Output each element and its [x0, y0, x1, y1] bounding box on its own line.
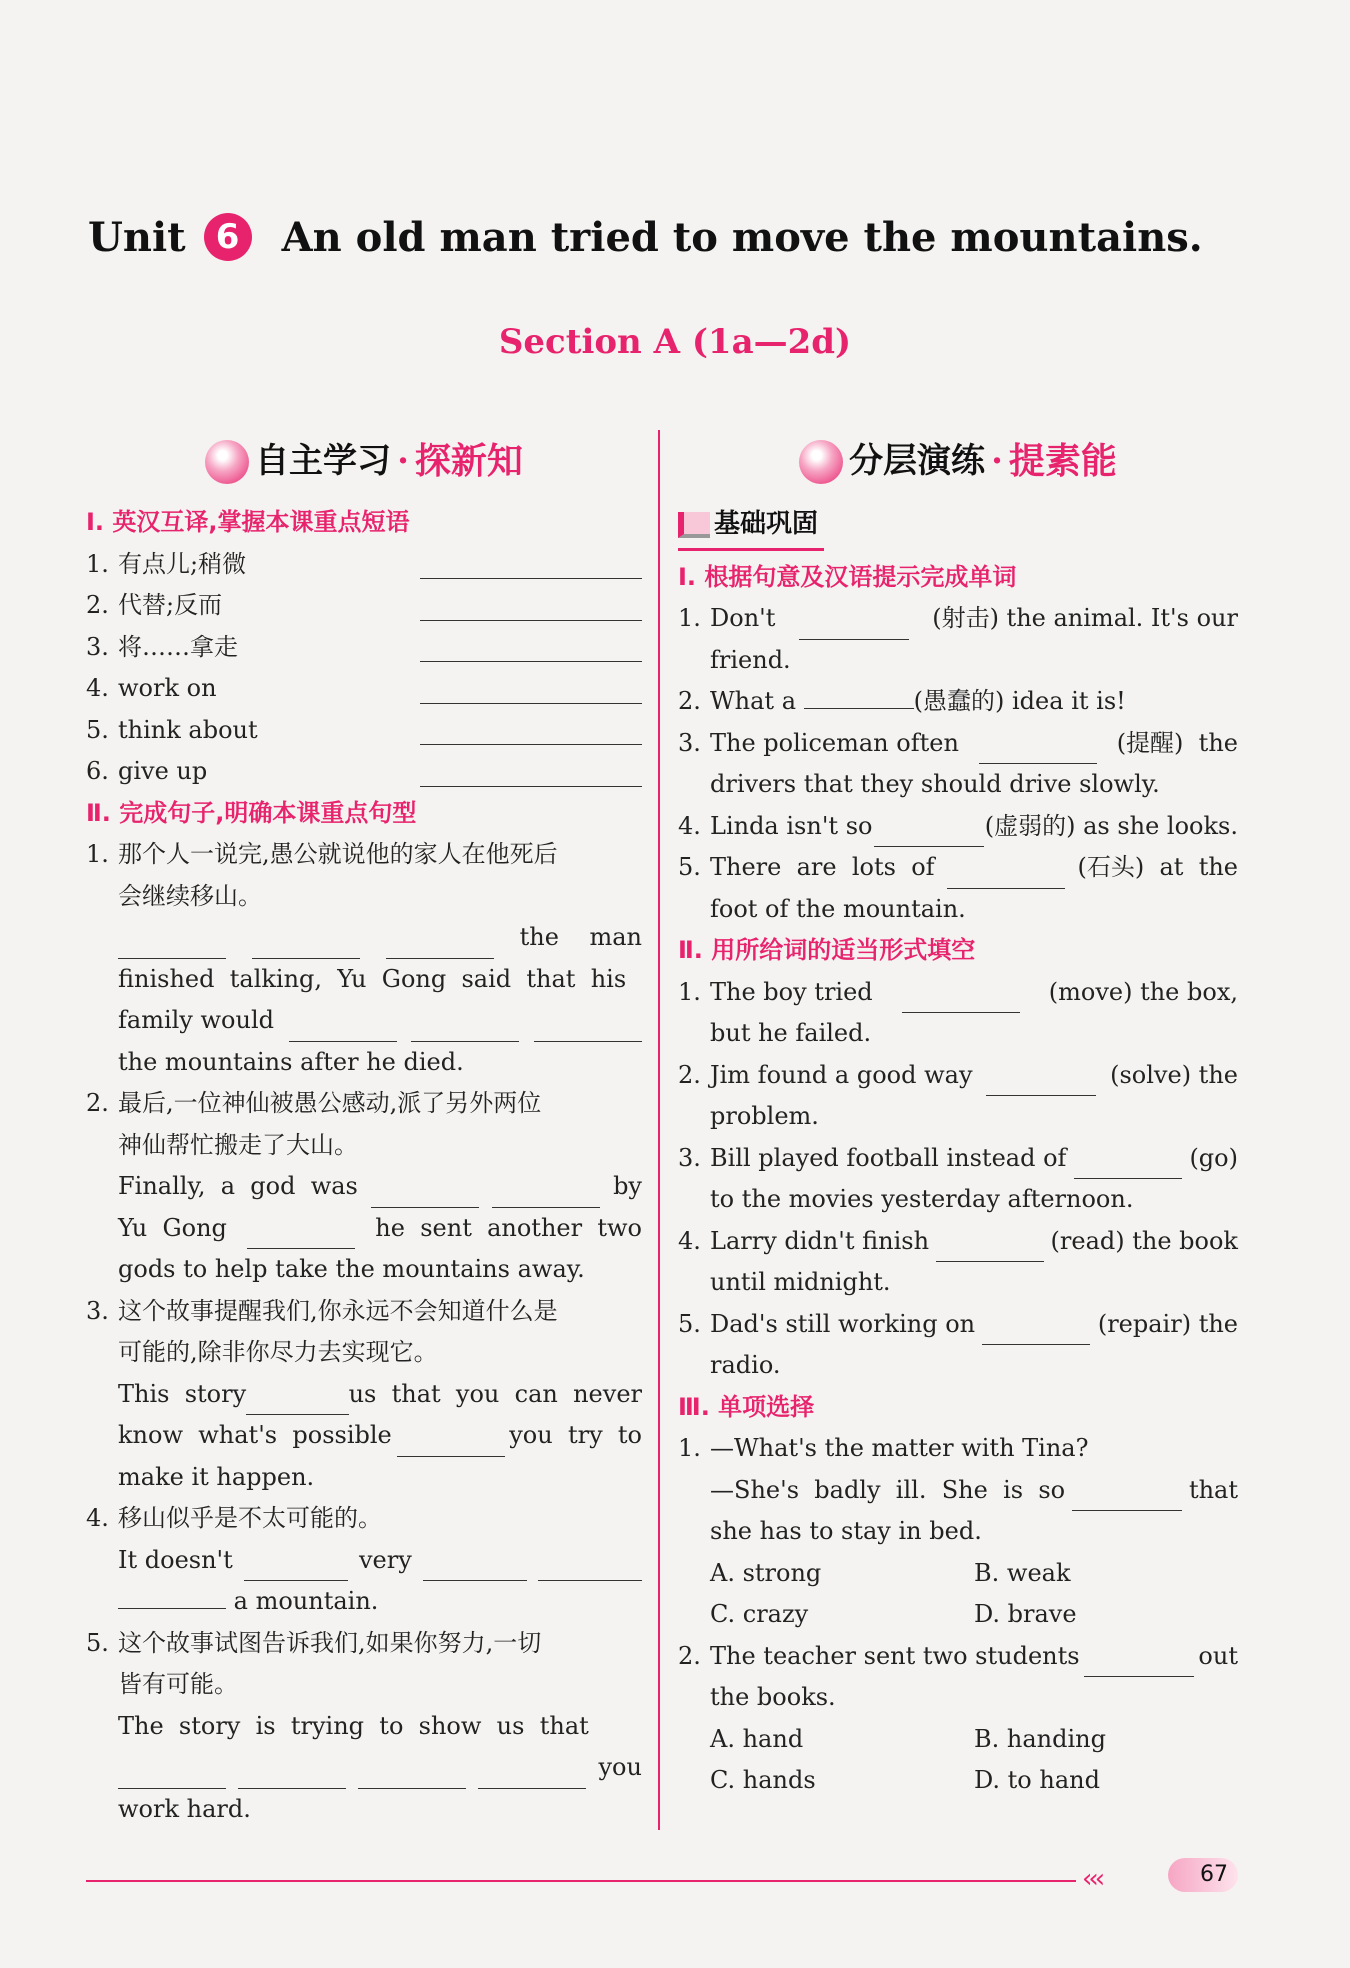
unit-number-badge: 6 [204, 213, 252, 261]
answer-blank[interactable] [1072, 1486, 1182, 1511]
page-number: 67 [1168, 1858, 1238, 1892]
answer-blank[interactable] [804, 684, 914, 709]
left-banner-subtitle: 探新知 [414, 441, 523, 483]
right-banner-subtitle: 提素能 [1008, 441, 1117, 483]
answer-blank[interactable] [118, 1764, 226, 1789]
option[interactable]: A. strong [710, 1558, 822, 1587]
option[interactable]: A. hand [710, 1724, 804, 1753]
answer-blank[interactable] [386, 934, 494, 959]
right-column [678, 430, 1238, 1802]
answer-blank[interactable] [118, 934, 226, 959]
answer-blank[interactable] [420, 758, 642, 787]
answer-blank[interactable] [420, 550, 642, 579]
list-item: 2. 代替;反而 [86, 585, 642, 627]
answer-blank[interactable] [902, 988, 1020, 1013]
form-question-3: 3. Bill played football instead of (go) to the movies yesterday afternoon. [678, 1143, 1238, 1213]
arrows-icon: ‹‹‹ [1082, 1864, 1102, 1894]
option[interactable]: D. brave [974, 1600, 1077, 1628]
option[interactable]: B. weak [974, 1558, 1071, 1587]
choice-question-1: 1. —What's the matter with Tina? —She's badly ill. She is so that she has to stay in bed. A. strong B. weak C. crazy D. brave [678, 1428, 1238, 1636]
answer-blank[interactable] [289, 1017, 397, 1042]
answer-blank[interactable] [1084, 1652, 1194, 1677]
answer-blank[interactable] [492, 1183, 600, 1208]
answer-blank[interactable] [1074, 1154, 1182, 1179]
unit-heading: An old man tried to move the mountains. [281, 213, 1203, 261]
sentence-question-2: 2. 最后,一位神仙被愚公感动,派了另外两位 神仙帮忙搬走了大山。 Finally, a god was by Yu Gong he sent another two gods to help take the mountains away. [86, 1089, 642, 1283]
left-column [86, 430, 642, 1830]
list-item: 1. 有点儿;稍微 [86, 544, 642, 586]
answer-blank[interactable] [420, 592, 642, 621]
answer-blank[interactable] [936, 1237, 1044, 1262]
answer-blank[interactable] [244, 1556, 348, 1581]
right-part3-title: Ⅲ. 单项选择 [678, 1392, 815, 1421]
answer-blank[interactable] [247, 1224, 355, 1249]
sentence-question-5: 5. 这个故事试图告诉我们,如果你努力,一切 皆有可能。 The story is trying to show us that you work hard. [86, 1628, 642, 1823]
option[interactable]: D. to hand [974, 1766, 1100, 1794]
list-item: 3. 将……拿走 [86, 627, 642, 669]
form-question-5: 5. Dad's still working on (repair) the radio. [678, 1309, 1238, 1379]
option[interactable]: C. crazy [710, 1600, 809, 1628]
word-question-2: 2. What a (愚蠢的) idea it is! [678, 681, 1238, 723]
answer-blank[interactable] [420, 675, 642, 704]
sentence-question-1: 1. 那个人一说完,愚公就说他的家人在他死后 会继续移山。 the man finished talking, Yu Gong said that his family would the mountains after he died. [86, 840, 642, 1076]
left-part1-title: Ⅰ. 英汉互译,掌握本课重点短语 [86, 508, 410, 536]
left-banner [86, 430, 642, 494]
sub-banner: 基础巩固 [678, 504, 824, 551]
phrase-list [86, 544, 642, 793]
option[interactable]: C. hands [710, 1766, 816, 1794]
answer-blank[interactable] [947, 864, 1065, 889]
left-part2-title: Ⅱ. 完成句子,明确本课重点句型 [86, 798, 417, 827]
unit-title [88, 210, 1203, 261]
answer-blank[interactable] [979, 739, 1097, 764]
answer-blank[interactable] [118, 1584, 226, 1609]
answer-blank[interactable] [238, 1764, 346, 1789]
word-question-1: 1. Don't (射击) the animal. It's our friend. [678, 604, 1238, 674]
book-icon [678, 512, 710, 538]
list-item: 6. give up [86, 751, 642, 793]
list-item: 4. work on [86, 668, 642, 710]
form-question-4: 4. Larry didn't finish (read) the book until midnight. [678, 1226, 1238, 1296]
answer-blank[interactable] [252, 934, 360, 959]
sentence-question-4: 4. 移山似乎是不太可能的。 It doesn't very a mountain. [86, 1498, 642, 1623]
list-item: 5. think about [86, 710, 642, 752]
ball-icon [205, 440, 249, 484]
answer-blank[interactable] [478, 1764, 586, 1789]
answer-blank[interactable] [420, 716, 642, 745]
answer-blank[interactable] [799, 615, 909, 640]
answer-blank[interactable] [874, 822, 984, 847]
choice-question-2: 2. The teacher sent two students out the books. A. hand B. handing C. hands D. to hand [678, 1636, 1238, 1802]
sentence-question-3: 3. 这个故事提醒我们,你永远不会知道什么是 可能的,除非你尽力去实现它。 This story us that you can never know what's possible you try to make it happen. [86, 1296, 642, 1491]
unit-word: Unit [88, 213, 186, 261]
answer-blank[interactable] [358, 1764, 466, 1789]
answer-blank[interactable] [986, 1071, 1096, 1096]
answer-blank[interactable] [246, 1390, 348, 1415]
word-question-5: 5. There are lots of (石头) at the foot of the mountain. [678, 853, 1238, 923]
left-banner-title: 自主学习 [255, 441, 392, 482]
answer-blank[interactable] [420, 633, 642, 662]
right-part1-title: Ⅰ. 根据句意及汉语提示完成单词 [678, 562, 1017, 591]
answer-blank[interactable] [371, 1183, 479, 1208]
banner-dot: · [397, 441, 409, 482]
form-question-2: 2. Jim found a good way (solve) the problem. [678, 1060, 1238, 1130]
right-part2-title: Ⅱ. 用所给词的适当形式填空 [678, 936, 976, 964]
banner-dot: · [991, 441, 1003, 482]
answer-blank[interactable] [397, 1432, 505, 1457]
option[interactable]: B. handing [974, 1724, 1106, 1753]
answer-blank[interactable] [534, 1017, 642, 1042]
section-title: Section A (1a—2d) [498, 322, 852, 362]
answer-blank[interactable] [982, 1320, 1090, 1345]
answer-blank[interactable] [423, 1556, 527, 1581]
word-question-4: 4. Linda isn't so (虚弱的) as she looks. [678, 806, 1238, 848]
right-banner-title: 分层演练 [849, 441, 986, 482]
column-divider [658, 430, 660, 1830]
answer-blank[interactable] [411, 1017, 519, 1042]
word-question-3: 3. The policeman often (提醒) the drivers that they should drive slowly. [678, 728, 1238, 798]
answer-blank[interactable] [538, 1556, 642, 1581]
right-banner [678, 430, 1238, 494]
ball-icon [799, 440, 843, 484]
form-question-1: 1. The boy tried (move) the box, but he failed. [678, 977, 1238, 1047]
footer-rule [86, 1880, 1076, 1882]
